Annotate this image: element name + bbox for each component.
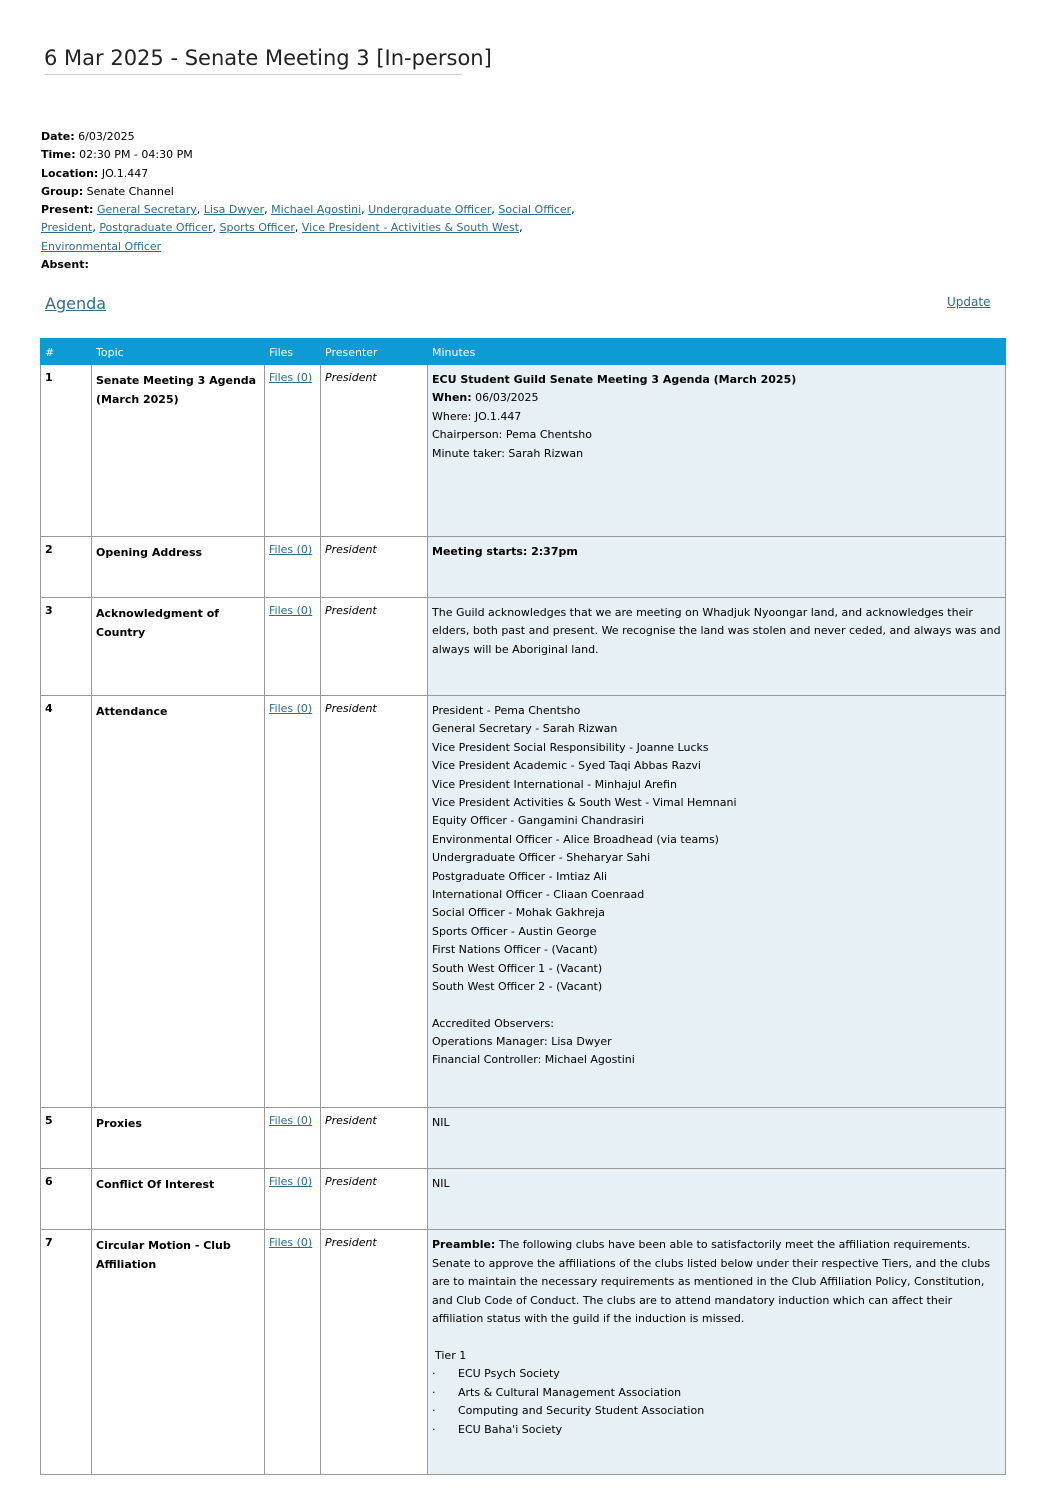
row-topic: Acknowledgment of Country: [92, 598, 265, 696]
row-number: 4: [41, 696, 92, 1108]
attendance-line: Environmental Officer - Alice Broadhead (via teams): [432, 832, 719, 846]
agenda-heading-link[interactable]: Agenda: [45, 294, 107, 313]
row-files: [265, 1108, 321, 1169]
group-line: Group: Senate Channel: [41, 184, 174, 198]
chairperson-line: Chairperson: Pema Chentsho: [432, 428, 592, 442]
files-link[interactable]: Files (0): [269, 543, 313, 556]
spacer: [432, 997, 1001, 1015]
table-row: [41, 598, 1006, 696]
files-link[interactable]: Files (0): [269, 1236, 313, 1249]
attendance-line: Undergraduate Officer - Sheharyar Sahi: [432, 851, 651, 865]
absent-line: Absent:: [41, 258, 89, 272]
attendance-line: Sports Officer - Austin George: [432, 924, 597, 938]
header-number: #: [41, 339, 92, 365]
table-row: [41, 696, 1006, 1108]
meeting-details: [41, 128, 601, 274]
group-value: Senate Channel: [86, 184, 174, 198]
header-minutes: Minutes: [428, 339, 1006, 365]
observers-heading: Accredited Observers:: [432, 1016, 554, 1030]
attendance-line: Vice President Social Responsibility - Joanne Lucks: [432, 740, 709, 754]
acknowledgment-text: The Guild acknowledges that we are meeting on Whadjuk Nyoongar land, and acknowledges their elders, both past and present. We recognise the land was stolen and never ceded, and always was and always will be Aboriginal land.: [432, 606, 1001, 656]
present-line: Present: General Secretary, Lisa Dwyer, Michael Agostini, Undergraduate Officer, Social Officer, President, Postgraduate Officer, Sports Officer, Vice President - Activities & South West, Environmental Officer: [41, 203, 575, 253]
row-presenter: President: [321, 598, 428, 696]
row-files: [265, 537, 321, 598]
location-value: JO.1.447: [101, 166, 149, 180]
row-topic: Opening Address: [92, 537, 265, 598]
files-link[interactable]: Files (0): [269, 1175, 313, 1188]
table-row: [41, 365, 1006, 537]
where-line: Where: JO.1.447: [432, 409, 522, 423]
present-michael-agostini-link[interactable]: Michael Agostini: [271, 203, 362, 217]
club-list-item: · ECU Psych Society: [432, 1367, 560, 1380]
present-sports-officer-link[interactable]: Sports Officer: [219, 221, 295, 235]
spacer: [432, 1329, 1001, 1347]
attendance-line: Vice President International - Minhajul Arefin: [432, 777, 677, 791]
observer-line: Financial Controller: Michael Agostini: [432, 1053, 635, 1067]
attendance-line: Equity Officer - Gangamini Chandrasiri: [432, 814, 645, 828]
row-minutes: [428, 365, 1006, 537]
row-minutes: [428, 1169, 1006, 1230]
attendance-line: South West Officer 1 - (Vacant): [432, 961, 603, 975]
attendance-line: General Secretary - Sarah Rizwan: [432, 722, 618, 736]
date-value: 6/03/2025: [78, 130, 135, 143]
club-list-item: · Arts & Cultural Management Association: [432, 1385, 682, 1399]
row-files: [265, 1230, 321, 1475]
date-line: Date: 6/03/2025: [41, 130, 135, 143]
row-minutes: [428, 1108, 1006, 1169]
header-topic: Topic: [92, 339, 265, 365]
present-vp-activities-link[interactable]: Vice President - Activities & South West: [301, 221, 520, 235]
row-topic: Circular Motion - Club Affiliation: [92, 1230, 265, 1475]
attendance-line: International Officer - Cliaan Coenraad: [432, 888, 645, 902]
row-number: 5: [41, 1108, 92, 1169]
present-general-secretary-link[interactable]: General Secretary: [96, 203, 197, 217]
row-number: 1: [41, 365, 92, 537]
attendance-line: Social Officer - Mohak Gakhreja: [432, 906, 605, 920]
table-row: [41, 1169, 1006, 1230]
present-undergraduate-officer-link[interactable]: Undergraduate Officer: [368, 203, 492, 217]
row-files: [265, 365, 321, 537]
attendance-line: South West Officer 2 - (Vacant): [432, 980, 603, 994]
club-list-item: · ECU Baha'i Society: [432, 1422, 563, 1436]
row-topic: Proxies: [92, 1108, 265, 1169]
table-row: [41, 1108, 1006, 1169]
when-line: When: 06/03/2025: [432, 391, 539, 405]
attendance-line: Postgraduate Officer - Imtiaz Ali: [432, 869, 608, 883]
attendance-line: Vice President Academic - Syed Taqi Abbas Razvi: [432, 759, 701, 773]
present-social-officer-link[interactable]: Social Officer: [498, 203, 572, 217]
files-link[interactable]: Files (0): [269, 604, 313, 617]
row-minutes: [428, 1230, 1006, 1475]
minute-taker-line: Minute taker: Sarah Rizwan: [432, 446, 584, 460]
files-link[interactable]: Files (0): [269, 702, 313, 715]
header-presenter: Presenter: [321, 339, 428, 365]
tier-label: Tier 1: [435, 1348, 467, 1362]
row-topic: Senate Meeting 3 Agenda (March 2025): [92, 365, 265, 537]
row-files: [265, 1169, 321, 1230]
row-files: [265, 696, 321, 1108]
header-files: Files: [265, 339, 321, 365]
row-topic: Attendance: [92, 696, 265, 1108]
row-minutes: [428, 696, 1006, 1108]
observer-line: Operations Manager: Lisa Dwyer: [432, 1034, 612, 1048]
attendance-line: Vice President Activities & South West - Vimal Hemnani: [432, 796, 737, 810]
row-presenter: President: [321, 365, 428, 537]
preamble-paragraph: Preamble: The following clubs have been able to satisfactorily meet the affiliation requirements. Senate to approve the affiliations of the clubs listed below under their respective Tiers, and the clubs are to maintain the necessary requirements as mentioned in the Club Affiliation Policy, Constitution, and Club Code of Conduct. The clubs are to attend mandatory induction which can affect their affiliation status with the guild if the induction is missed.: [432, 1238, 991, 1325]
files-link[interactable]: Files (0): [269, 371, 313, 384]
present-lisa-dwyer-link[interactable]: Lisa Dwyer: [203, 203, 265, 217]
row-number: 6: [41, 1169, 92, 1230]
conflict-text: NIL: [432, 1177, 450, 1190]
agenda-heading-text: ECU Student Guild Senate Meeting 3 Agenda (March 2025): [432, 373, 797, 386]
table-header-row: [41, 339, 1006, 365]
row-number: 2: [41, 537, 92, 598]
files-link[interactable]: Files (0): [269, 1114, 313, 1127]
table-row: [41, 537, 1006, 598]
attendance-line: First Nations Officer - (Vacant): [432, 943, 598, 957]
location-line: Location: JO.1.447: [41, 166, 149, 180]
agenda-table: [40, 338, 1006, 1475]
row-number: 3: [41, 598, 92, 696]
attendance-line: President - Pema Chentsho: [432, 704, 581, 717]
club-list-item: · Computing and Security Student Association: [432, 1404, 705, 1417]
row-files: [265, 598, 321, 696]
row-presenter: President: [321, 1108, 428, 1169]
page-title: 6 Mar 2025 - Senate Meeting 3 [In-person]: [44, 46, 462, 75]
row-topic: Conflict Of Interest: [92, 1169, 265, 1230]
table-row: [41, 1230, 1006, 1475]
proxies-text: NIL: [432, 1116, 450, 1129]
update-link[interactable]: Update: [947, 295, 991, 309]
row-presenter: President: [321, 696, 428, 1108]
present-postgraduate-officer-link[interactable]: Postgraduate Officer: [99, 221, 213, 235]
time-line: Time: 02:30 PM - 04:30 PM: [41, 148, 193, 162]
row-presenter: President: [321, 537, 428, 598]
row-number: 7: [41, 1230, 92, 1475]
time-value: 02:30 PM - 04:30 PM: [79, 148, 193, 162]
present-president-link[interactable]: President: [41, 221, 93, 235]
meeting-starts-text: Meeting starts: 2:37pm: [432, 545, 578, 558]
row-minutes: [428, 598, 1006, 696]
present-environmental-officer-link[interactable]: Environmental Officer: [41, 239, 162, 253]
row-minutes: [428, 537, 1006, 598]
row-presenter: President: [321, 1230, 428, 1475]
row-presenter: President: [321, 1169, 428, 1230]
